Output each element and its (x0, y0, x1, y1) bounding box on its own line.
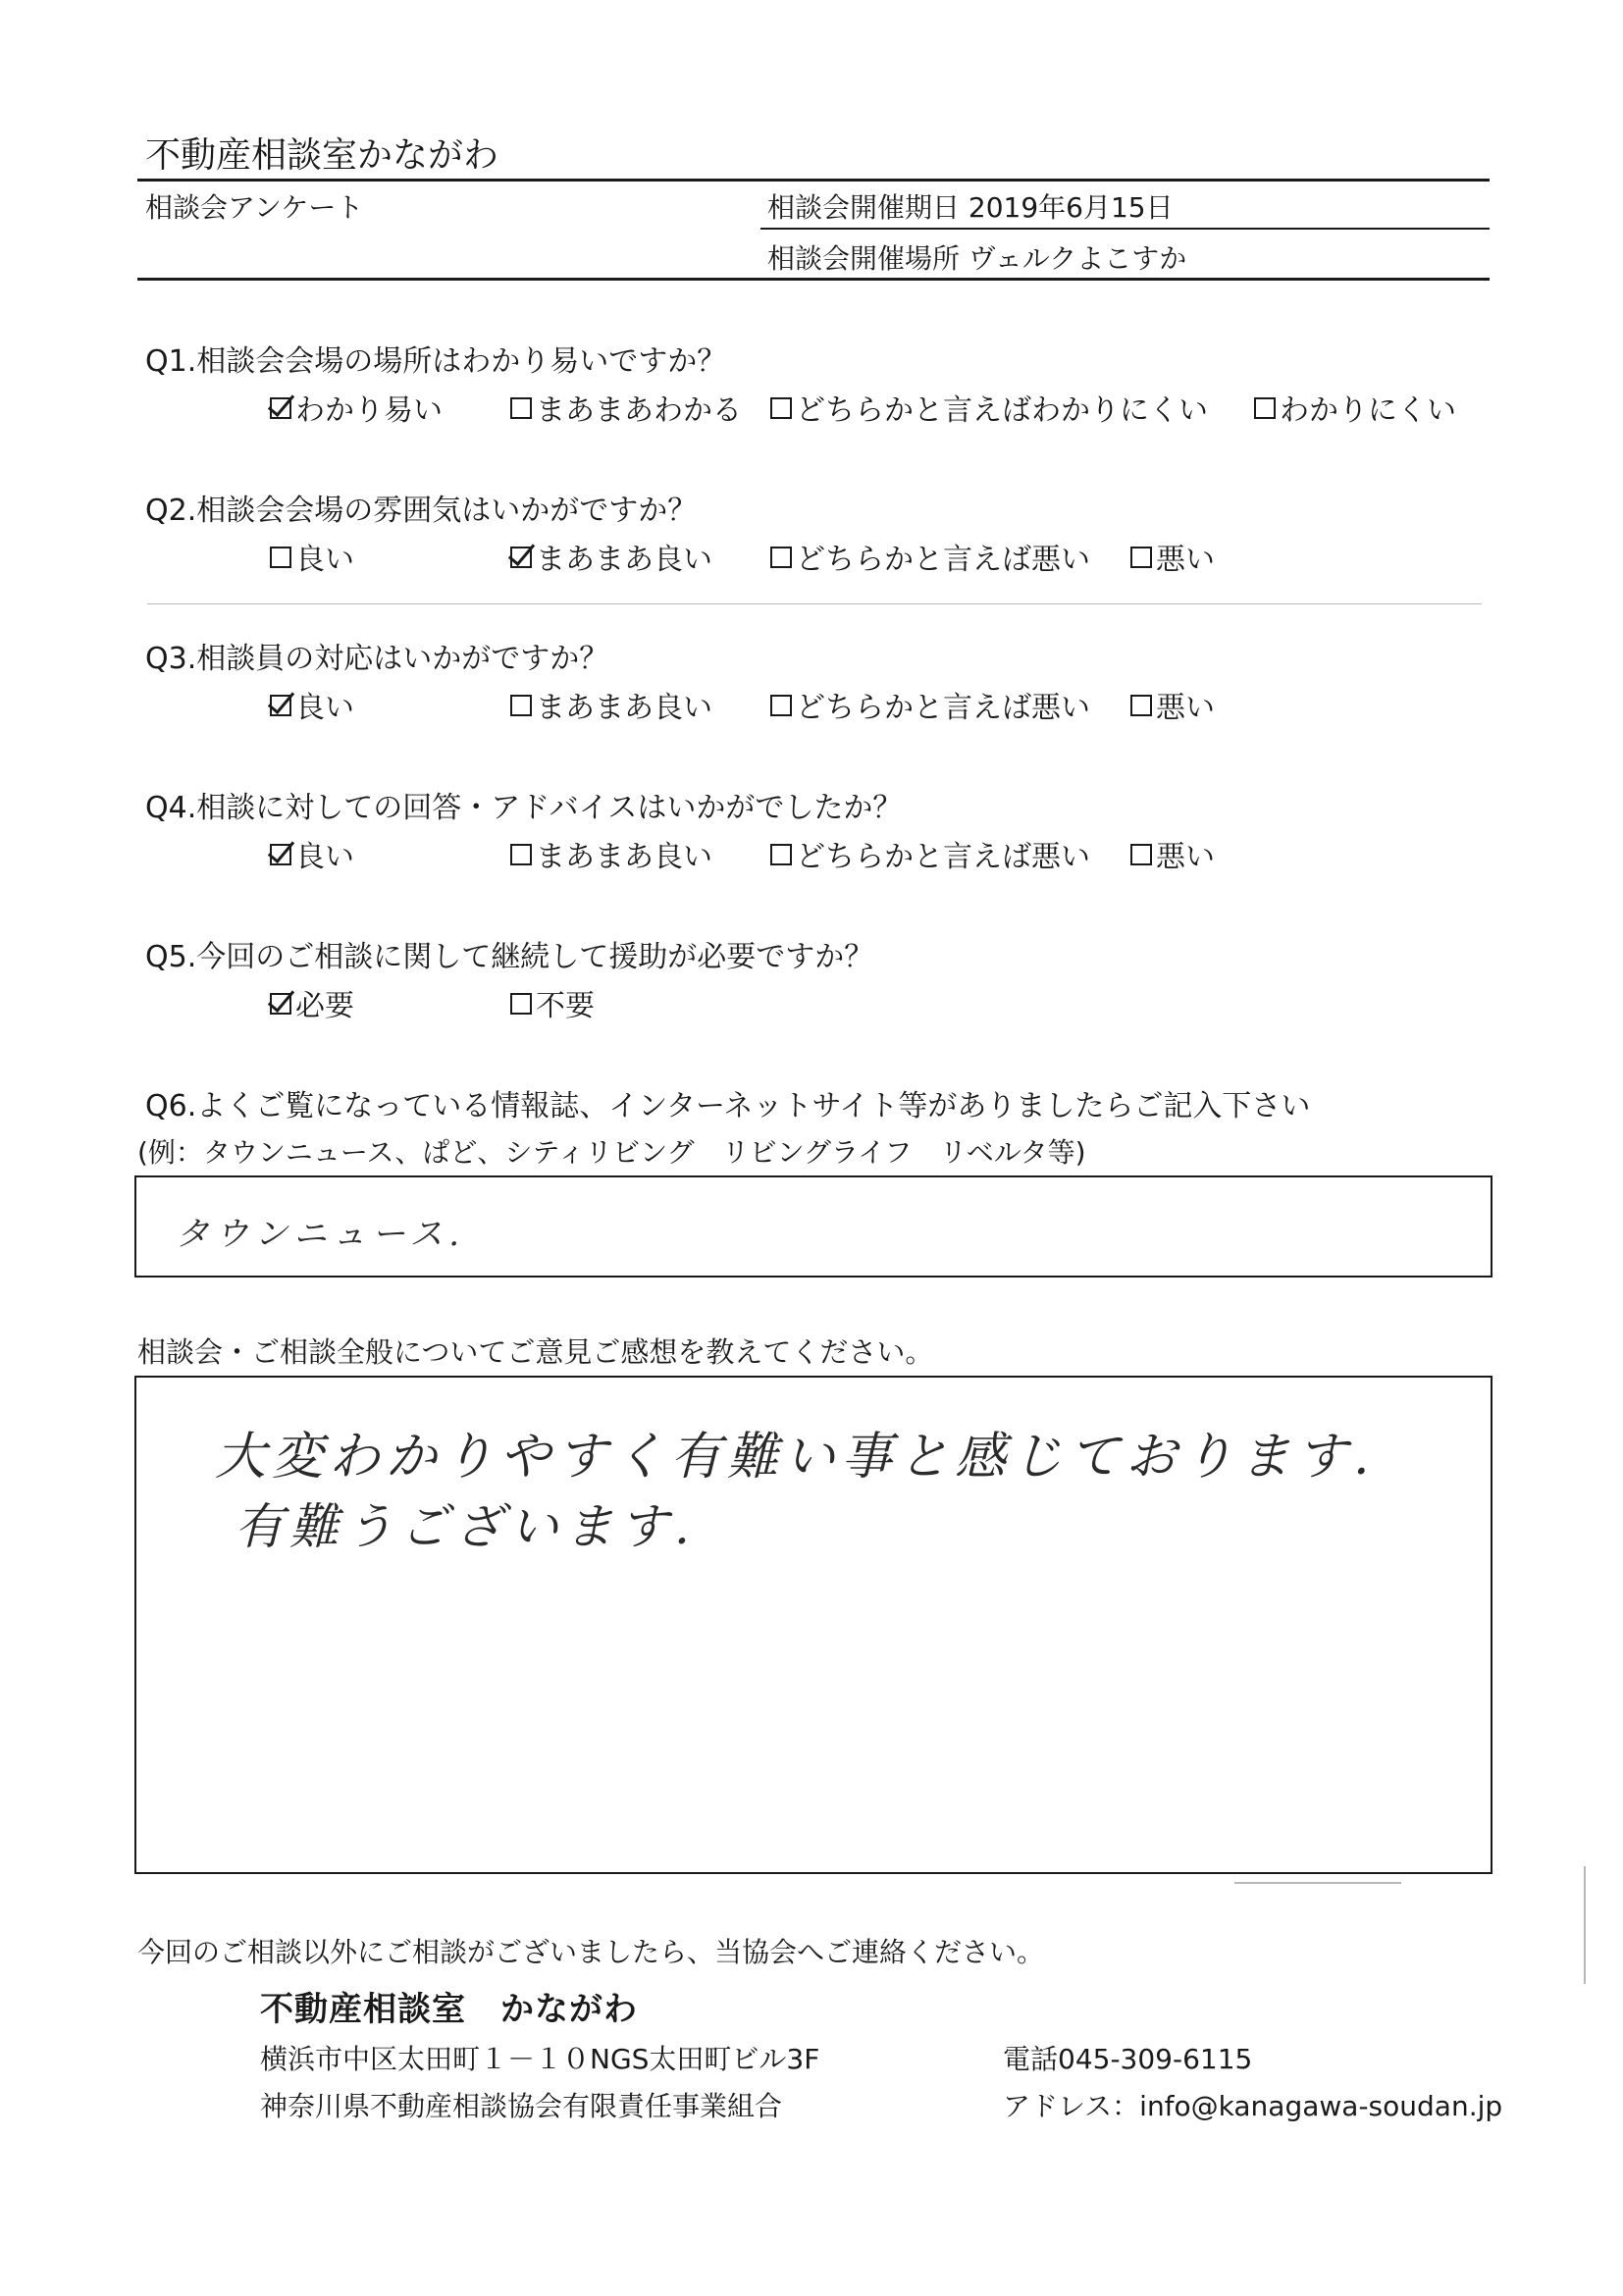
q4-option-2[interactable]: まあまあ良い (510, 832, 712, 875)
checkbox-icon[interactable] (770, 547, 792, 568)
checkbox-icon[interactable] (770, 695, 792, 716)
q6-answer-box[interactable] (134, 1175, 1492, 1278)
checkbox-checked-icon[interactable] (510, 547, 532, 568)
header-divider (137, 179, 1490, 182)
event-place-label: 相談会開催場所 (767, 242, 961, 275)
checkbox-icon[interactable] (770, 844, 792, 865)
checkbox-icon[interactable] (510, 844, 532, 865)
checkbox-icon[interactable] (1130, 844, 1152, 865)
q3-option-4[interactable]: 悪い (1130, 683, 1215, 726)
footer-org-name: 不動産相談室 かながわ (260, 1990, 638, 2029)
q5-option-2[interactable]: 不要 (510, 981, 595, 1024)
q5-option-1[interactable]: 必要 (270, 981, 354, 1024)
footer-phone[interactable]: 電話045-309-6115 (1003, 2043, 1253, 2075)
q6-handwritten-answer: タウンニュース. (176, 1215, 466, 1254)
scan-artifact-edge (1584, 1866, 1586, 1984)
event-date-row (767, 186, 1174, 226)
checkbox-icon[interactable] (510, 993, 532, 1015)
question-4: Q4.相談に対しての回答・アドバイスはいかがでしたか？ (145, 791, 903, 825)
survey-title: 相談会アンケート (145, 191, 364, 224)
q1-option-4[interactable]: わかりにくい (1254, 386, 1456, 429)
q2-option-3[interactable]: どちらかと言えば悪い (770, 535, 1090, 578)
q1-option-1[interactable]: わかり易い (270, 386, 443, 429)
comment-line-2: 有難うございます. (235, 1498, 696, 1555)
checkbox-checked-icon[interactable] (270, 993, 291, 1015)
q2-option-4[interactable]: 悪い (1130, 535, 1215, 578)
q3-option-2[interactable]: まあまあ良い (510, 683, 712, 726)
q3-option-1[interactable]: 良い (270, 683, 354, 726)
event-date-label: 相談会開催期日 (767, 191, 961, 224)
checkbox-icon[interactable] (770, 397, 792, 419)
q1-option-3[interactable]: どちらかと言えばわかりにくい (770, 386, 1208, 429)
organization-title: 不動産相談室かながわ (145, 135, 499, 176)
checkbox-icon[interactable] (1254, 397, 1276, 419)
checkbox-checked-icon[interactable] (270, 844, 291, 865)
question-3: Q3.相談員の対応はいかがですか？ (145, 642, 609, 676)
q3-option-3[interactable]: どちらかと言えば悪い (770, 683, 1090, 726)
question-2: Q2.相談会会場の雰囲気はいかがですか？ (145, 494, 698, 528)
q1-option-2[interactable]: まあまあわかる (510, 386, 742, 429)
footer-address: 横浜市中区太田町１－１０NGS太田町ビル3F (260, 2043, 820, 2075)
comment-line-1: 大変わかりやすく有難い事と感じております. (215, 1428, 1376, 1487)
header-bottom-divider (137, 278, 1490, 281)
checkbox-icon[interactable] (1130, 547, 1152, 568)
q4-option-3[interactable]: どちらかと言えば悪い (770, 832, 1090, 875)
contact-note: 今回のご相談以外にご相談がございましたら、当協会へご連絡ください。 (137, 1936, 1045, 1968)
checkbox-icon[interactable] (510, 397, 532, 419)
scan-artifact-mark (1234, 1882, 1401, 1884)
checkbox-checked-icon[interactable] (270, 397, 291, 419)
event-date-value: 2019年6月15日 (968, 191, 1174, 224)
q6-example: (例：タウンニュース、ぱど、シティリビング リビングライフ リベルタ等) (137, 1136, 1086, 1169)
question-1: Q1.相談会会場の場所はわかり易いですか？ (145, 344, 727, 379)
footer-email[interactable]: アドレス：info@kanagawa-soudan.jp (1003, 2090, 1503, 2122)
question-6: Q6.よくご覧になっている情報誌、インターネットサイト等がありましたらご記入下さい (145, 1089, 1311, 1123)
q4-option-1[interactable]: 良い (270, 832, 354, 875)
checkbox-icon[interactable] (510, 695, 532, 716)
q4-option-4[interactable]: 悪い (1130, 832, 1215, 875)
date-divider (760, 228, 1490, 230)
q2-option-2[interactable]: まあまあ良い (510, 535, 712, 578)
comments-box[interactable] (134, 1376, 1492, 1874)
scan-artifact-line (147, 603, 1482, 604)
checkbox-checked-icon[interactable] (270, 695, 291, 716)
question-5: Q5.今回のご相談に関して継続して援助が必要ですか？ (145, 940, 874, 974)
event-place-value: ヴェルクよこすか (968, 242, 1187, 275)
footer-association: 神奈川県不動産相談協会有限責任事業組合 (260, 2090, 783, 2122)
event-place-row (767, 237, 1186, 277)
comments-prompt: 相談会・ご相談全般についてご意見ご感想を教えてください。 (137, 1335, 934, 1369)
checkbox-icon[interactable] (270, 547, 291, 568)
checkbox-icon[interactable] (1130, 695, 1152, 716)
q2-option-1[interactable]: 良い (270, 535, 354, 578)
